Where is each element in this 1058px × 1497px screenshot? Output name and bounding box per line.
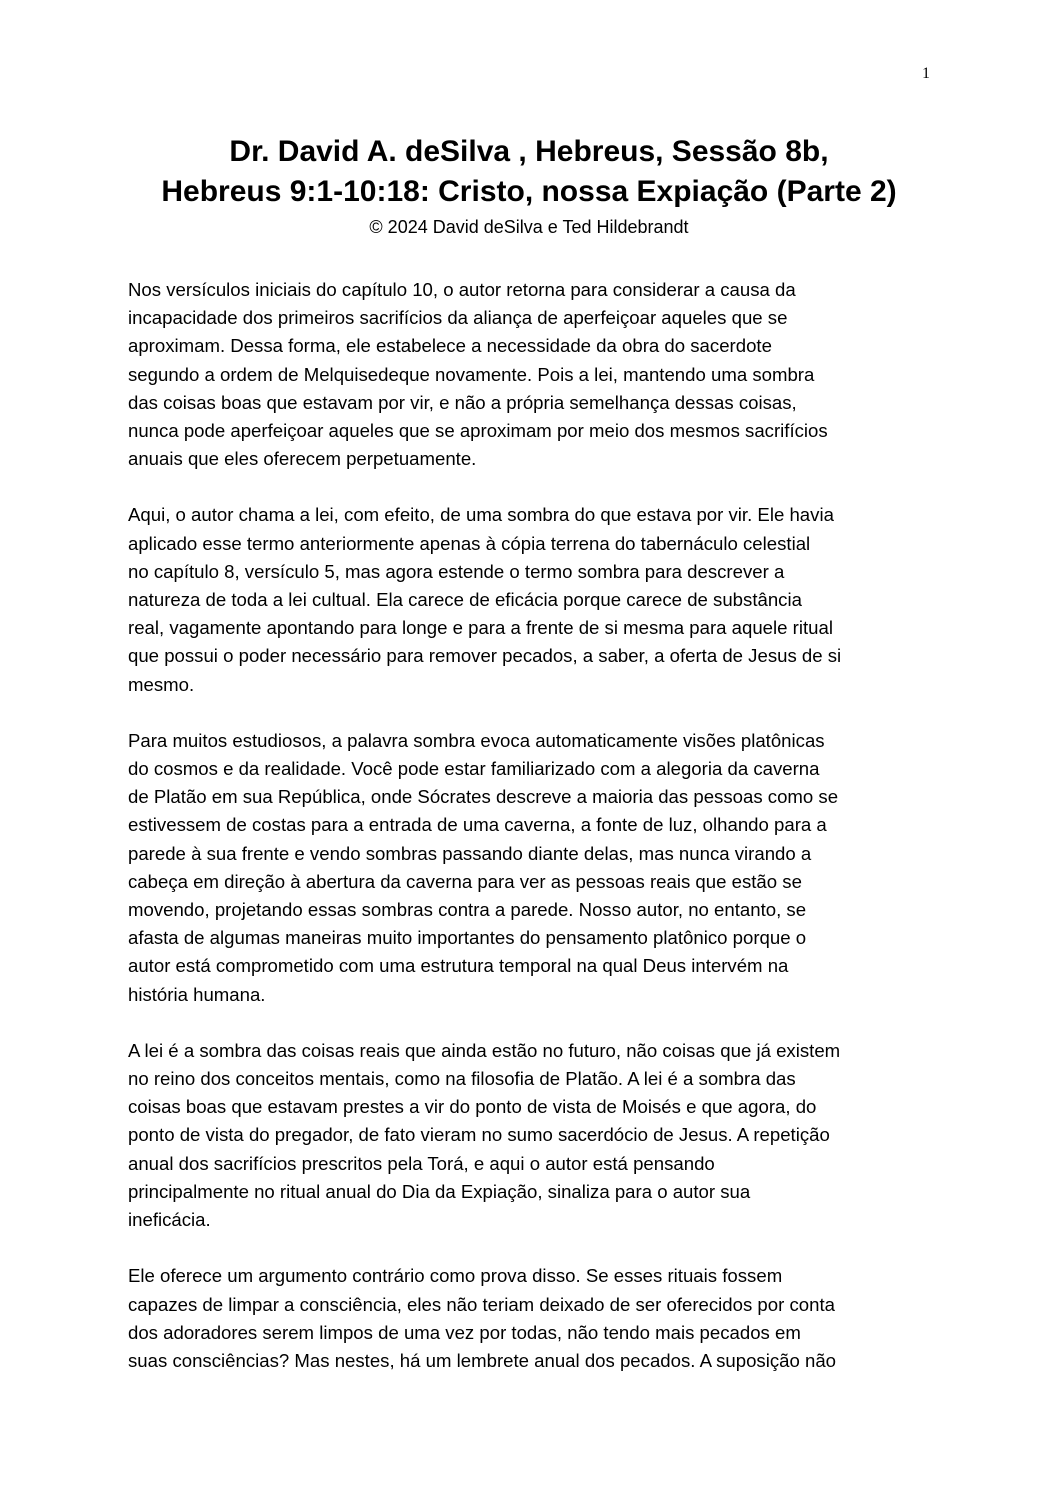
paragraph-line: real, vagamente apontando para longe e para a frente de si mesma para aquele ritual — [128, 617, 833, 639]
paragraph-line: coisas boas que estavam prestes a vir do ponto de vista de Moisés e que agora, do — [128, 1096, 817, 1118]
paragraph-line: capazes de limpar a consciência, eles não teriam deixado de ser oferecidos por conta — [128, 1293, 835, 1315]
paragraph-line: das coisas boas que estavam por vir, e não a própria semelhança dessas coisas, — [128, 391, 797, 413]
paragraph-2 — [128, 501, 938, 698]
paragraph-line: movendo, projetando essas sombras contra a parede. Nosso autor, no entanto, se — [128, 899, 807, 921]
paragraph-line: parede à sua frente e vendo sombras passando diante delas, mas nunca virando a — [128, 842, 812, 864]
paragraph-line: que possui o poder necessário para remover pecados, a saber, a oferta de Jesus de si — [128, 645, 842, 667]
title-block — [100, 132, 958, 240]
paragraph-line: dos adoradores serem limpos de uma vez por todas, não tendo mais pecados em — [128, 1321, 801, 1343]
paragraph-line: anual dos sacrifícios prescritos pela Torá, e aqui o autor está pensando — [128, 1152, 715, 1174]
paragraph-line: de Platão em sua República, onde Sócrates descreve a maioria das pessoas como se — [128, 786, 839, 808]
paragraph-line: autor está comprometido com uma estrutura temporal na qual Deus intervém na — [128, 955, 789, 977]
paragraph-3 — [128, 727, 938, 1009]
title-line-2: Hebreus 9:1-10:18: Cristo, nossa Expiação (Parte 2) — [161, 175, 897, 208]
paragraph-1 — [128, 276, 938, 473]
paragraph-line: nunca pode aperfeiçoar aqueles que se aproximam por meio dos mesmos sacrifícios — [128, 420, 828, 442]
title-line-1: Dr. David A. deSilva , Hebreus, Sessão 8b, — [229, 135, 829, 168]
paragraph-line: anuais que eles oferecem perpetuamente. — [128, 448, 477, 470]
copyright-notice: © 2024 David deSilva e Ted Hildebrandt — [369, 217, 689, 237]
paragraph-line: natureza de toda a lei cultual. Ela carece de eficácia porque carece de substância — [128, 589, 802, 611]
page-number: 1 — [922, 65, 930, 82]
paragraph-line: no capítulo 8, versículo 5, mas agora estende o termo sombra para descrever a — [128, 560, 785, 582]
paragraph-line: afasta de algumas maneiras muito importantes do pensamento platônico porque o — [128, 927, 807, 949]
paragraph-line: aplicado esse termo anteriormente apenas à cópia terrena do tabernáculo celestial — [128, 532, 811, 554]
paragraph-line: ineficácia. — [128, 1209, 211, 1231]
paragraph-line: no reino dos conceitos mentais, como na filosofia de Platão. A lei é a sombra das — [128, 1068, 796, 1090]
paragraph-line: aproximam. Dessa forma, ele estabelece a necessidade da obra do sacerdote — [128, 335, 772, 357]
paragraph-line: história humana. — [128, 983, 266, 1005]
paragraph-5 — [128, 1262, 938, 1375]
paragraph-line: suas consciências? Mas nestes, há um lembrete anual dos pecados. A suposição não — [128, 1349, 837, 1371]
paragraph-line: Aqui, o autor chama a lei, com efeito, de uma sombra do que estava por vir. Ele havia — [128, 504, 834, 526]
body-text — [128, 276, 938, 1403]
paragraph-line: principalmente no ritual anual do Dia da Expiação, sinaliza para o autor sua — [128, 1180, 751, 1202]
paragraph-line: Nos versículos iniciais do capítulo 10, o autor retorna para considerar a causa da — [128, 279, 796, 300]
paragraph-line: Para muitos estudiosos, a palavra sombra evoca automaticamente visões platônicas — [128, 729, 825, 751]
paragraph-line: A lei é a sombra das coisas reais que ainda estão no futuro, não coisas que já existem — [128, 1039, 841, 1061]
paragraph-line: segundo a ordem de Melquisedeque novamente. Pois a lei, mantendo uma sombra — [128, 363, 815, 385]
paragraph-line: incapacidade dos primeiros sacrifícios da aliança de aperfeiçoar aqueles que se — [128, 307, 788, 329]
paragraph-line: mesmo. — [128, 673, 195, 695]
paragraph-line: Ele oferece um argumento contrário como prova disso. Se esses rituais fossem — [128, 1265, 783, 1287]
paragraph-line: cabeça em direção à abertura da caverna para ver as pessoas reais que estão se — [128, 870, 802, 892]
paragraph-4 — [128, 1037, 938, 1234]
paragraph-line: ponto de vista do pregador, de fato vieram no sumo sacerdócio de Jesus. A repetição — [128, 1124, 830, 1146]
paragraph-line: estivessem de costas para a entrada de uma caverna, a fonte de luz, olhando para a — [128, 814, 827, 836]
paragraph-line: do cosmos e da realidade. Você pode estar familiarizado com a alegoria da caverna — [128, 758, 820, 780]
